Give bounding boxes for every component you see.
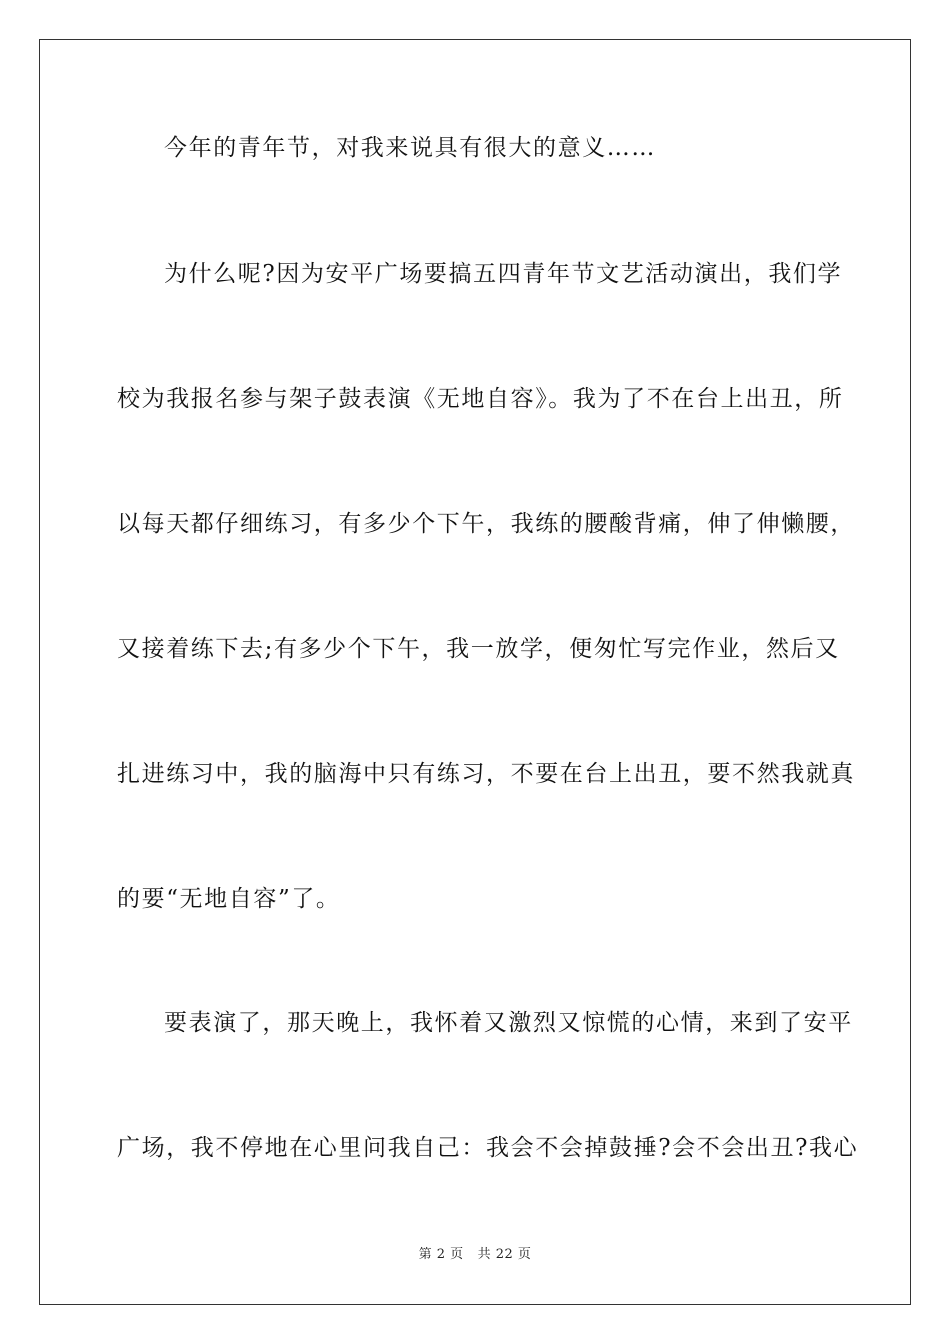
paragraph-line-7: 的要“无地自容”了。 bbox=[117, 886, 341, 912]
paragraph-line-2: 为什么呢?因为安平广场要搞五四青年节文艺活动演出，我们学 bbox=[164, 261, 843, 287]
paragraph-line-3: 校为我报名参与架子鼓表演《无地自容》。我为了不在台上出丑，所 bbox=[117, 386, 844, 412]
page-number: 第 2 页 bbox=[418, 1247, 464, 1262]
paragraph-line-6: 扎进练习中，我的脑海中只有练习，不要在台上出丑，要不然我就真 bbox=[117, 761, 855, 787]
paragraph-line-5: 又接着练下去;有多少个下午，我一放学，便匆忙写完作业，然后又 bbox=[117, 636, 840, 662]
paragraph-line-9: 广场，我不停地在心里问我自己：我会不会掉鼓捶?会不会出丑?我心 bbox=[117, 1135, 859, 1161]
page-footer bbox=[0, 1246, 950, 1264]
paragraph-line-8: 要表演了，那天晚上，我怀着又激烈又惊慌的心情，来到了安平 bbox=[164, 1010, 853, 1036]
paragraph-line-1: 今年的青年节，对我来说具有很大的意义…… bbox=[164, 135, 656, 161]
page-total: 共 22 页 bbox=[477, 1247, 532, 1262]
page-border bbox=[39, 39, 911, 1305]
paragraph-line-4: 以每天都仔细练习，有多少个下午，我练的腰酸背痛，伸了伸懒腰， bbox=[117, 511, 855, 537]
